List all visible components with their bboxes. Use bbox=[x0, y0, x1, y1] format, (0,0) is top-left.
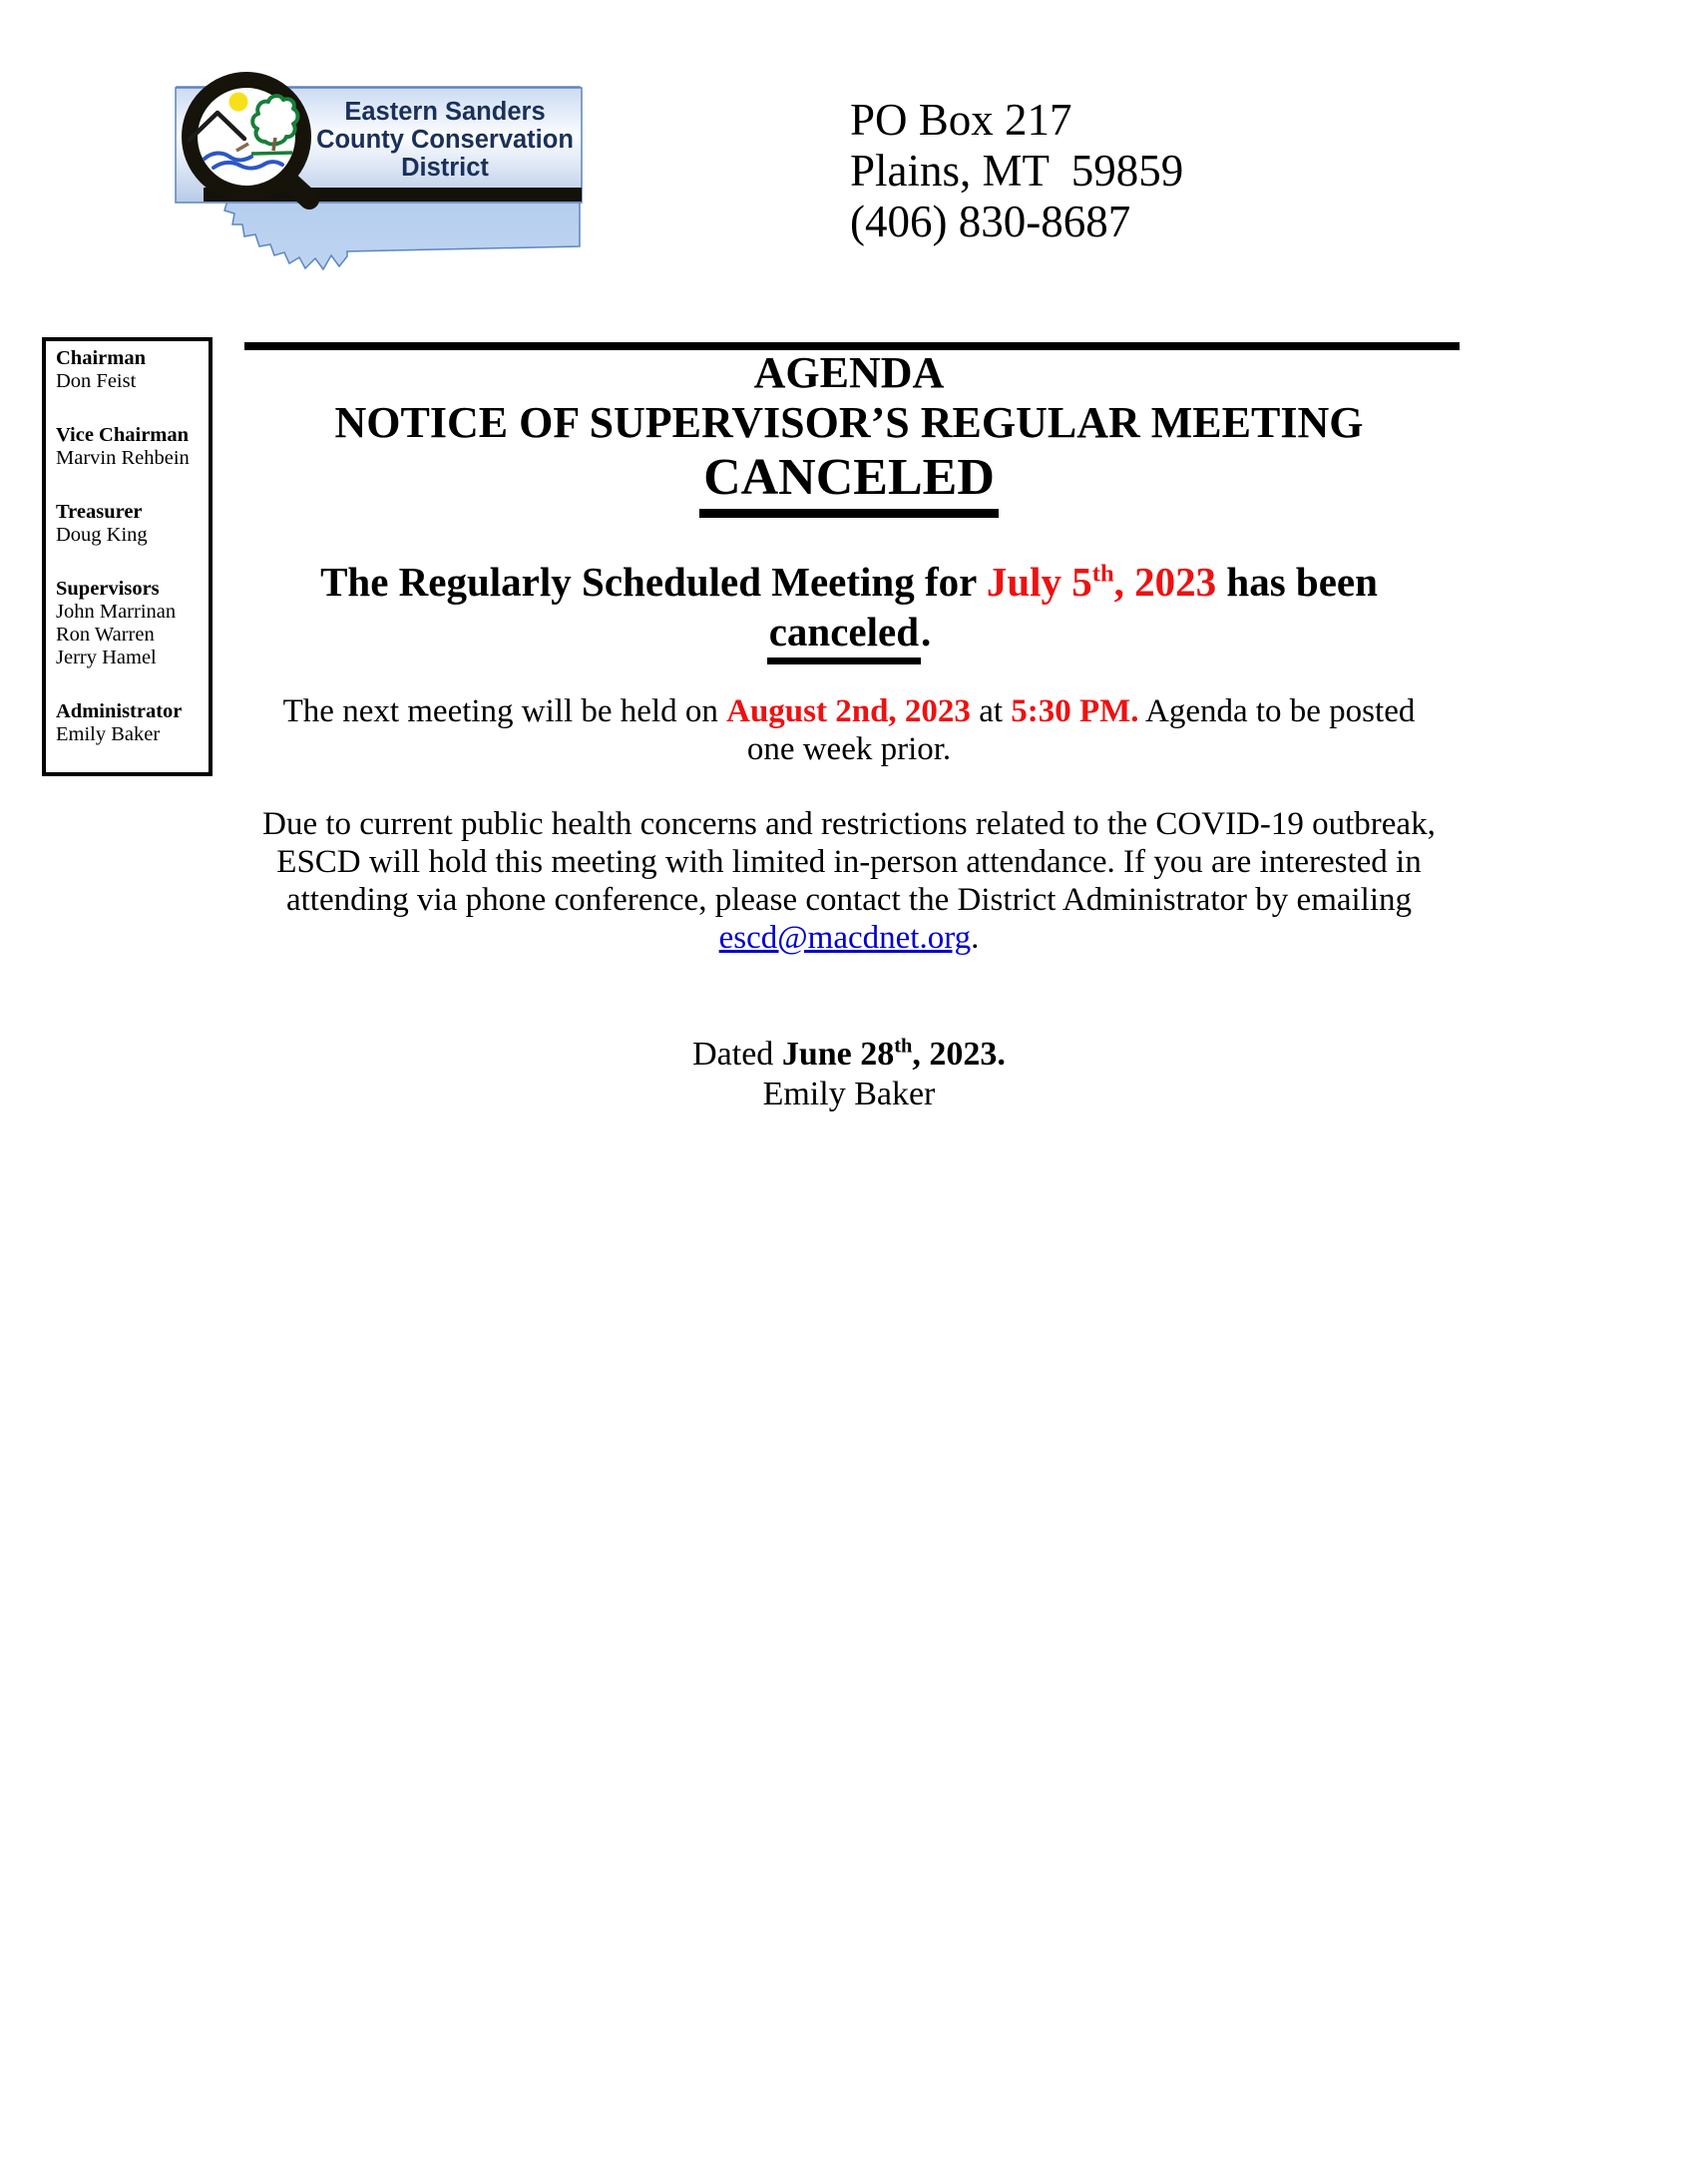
official-name: Don Feist bbox=[56, 370, 137, 392]
canceled-underlined-text: CANCELED bbox=[699, 450, 999, 518]
next-meeting-paragraph bbox=[239, 692, 1459, 768]
contact-block bbox=[850, 95, 1183, 247]
next-meeting-date: August 2nd, 2023 bbox=[726, 693, 971, 729]
para1-post: has been bbox=[1216, 559, 1378, 605]
para2-line2: one week prior. bbox=[746, 731, 952, 767]
sun-icon bbox=[229, 93, 248, 112]
title-canceled bbox=[239, 450, 1459, 518]
district-name-line1: Eastern Sanders bbox=[344, 98, 546, 126]
email-period: . bbox=[971, 920, 980, 956]
district-name-line2: County Conservation bbox=[316, 126, 574, 154]
canceled-meeting-date: July 5 bbox=[986, 559, 1092, 605]
officials-group-chairman bbox=[56, 347, 205, 393]
official-name: Doug King bbox=[56, 524, 148, 546]
ground-line bbox=[251, 153, 292, 154]
dated-ordinal-suffix: th bbox=[894, 1035, 913, 1058]
canceled-word-underlined: canceled bbox=[767, 607, 921, 664]
canceled-meeting-year: , 2023 bbox=[1113, 559, 1217, 605]
dated-date: June 28 bbox=[781, 1036, 895, 1073]
para2-pre: The next meeting will be held on bbox=[282, 693, 727, 729]
tree-icon bbox=[252, 96, 297, 144]
official-name: Emily Baker bbox=[56, 723, 161, 745]
covid-paragraph bbox=[239, 805, 1459, 957]
role-title: Supervisors bbox=[56, 578, 160, 600]
dated-pre: Dated bbox=[692, 1036, 782, 1073]
para1-pre: The Regularly Scheduled Meeting for bbox=[320, 559, 987, 605]
official-name: Marvin Rehbein bbox=[56, 447, 190, 469]
para2-post: Agenda to be posted bbox=[1138, 693, 1416, 729]
next-meeting-time: 5:30 PM. bbox=[1011, 693, 1139, 729]
date-ordinal-suffix: th bbox=[1091, 560, 1114, 588]
covid-line2: ESCD will hold this meeting with limited in-person attendance. If you are interested in bbox=[276, 844, 1422, 880]
role-title: Vice Chairman bbox=[56, 424, 190, 446]
para2-mid: at bbox=[970, 693, 1012, 729]
title-agenda: AGENDA bbox=[753, 348, 945, 397]
officials-group-vice-chairman bbox=[56, 424, 205, 470]
covid-line3: attending via phone conference, please contact the District Administrator by emailing bbox=[285, 882, 1413, 918]
tree-trunk bbox=[273, 138, 275, 151]
notice-title bbox=[239, 348, 1459, 518]
officials-sidebar bbox=[42, 337, 212, 776]
dated-block bbox=[239, 1035, 1459, 1114]
title-notice-line: NOTICE OF SUPERVISOR’S REGULAR MEETING bbox=[334, 398, 1364, 447]
district-name-line3: District bbox=[401, 154, 489, 182]
signature-name: Emily Baker bbox=[762, 1076, 936, 1112]
district-logo bbox=[148, 58, 587, 272]
role-title: Treasurer bbox=[56, 501, 143, 523]
dated-year: , 2023. bbox=[912, 1036, 1006, 1073]
phone-line: (406) 830-8687 bbox=[850, 197, 1131, 246]
para1-period: . bbox=[921, 609, 932, 655]
officials-group-supervisors bbox=[56, 578, 205, 669]
covid-line1: Due to current public health concerns and restrictions related to the COVID-19 outbreak, bbox=[262, 806, 1436, 842]
official-name: John Marrinan bbox=[56, 601, 177, 623]
role-title: Chairman bbox=[56, 347, 146, 369]
covid-line4 bbox=[239, 919, 1459, 957]
official-name: Ron Warren bbox=[56, 624, 155, 646]
role-title: Administrator bbox=[56, 700, 183, 722]
email-link[interactable]: escd@macdnet.org bbox=[718, 920, 972, 956]
officials-group-administrator bbox=[56, 700, 205, 746]
officials-group-treasurer bbox=[56, 501, 205, 547]
po-box-line: PO Box 217 bbox=[850, 95, 1072, 145]
official-name: Jerry Hamel bbox=[56, 647, 157, 668]
cancellation-paragraph bbox=[239, 557, 1459, 664]
city-state-zip-line: Plains, MT 59859 bbox=[850, 146, 1184, 196]
